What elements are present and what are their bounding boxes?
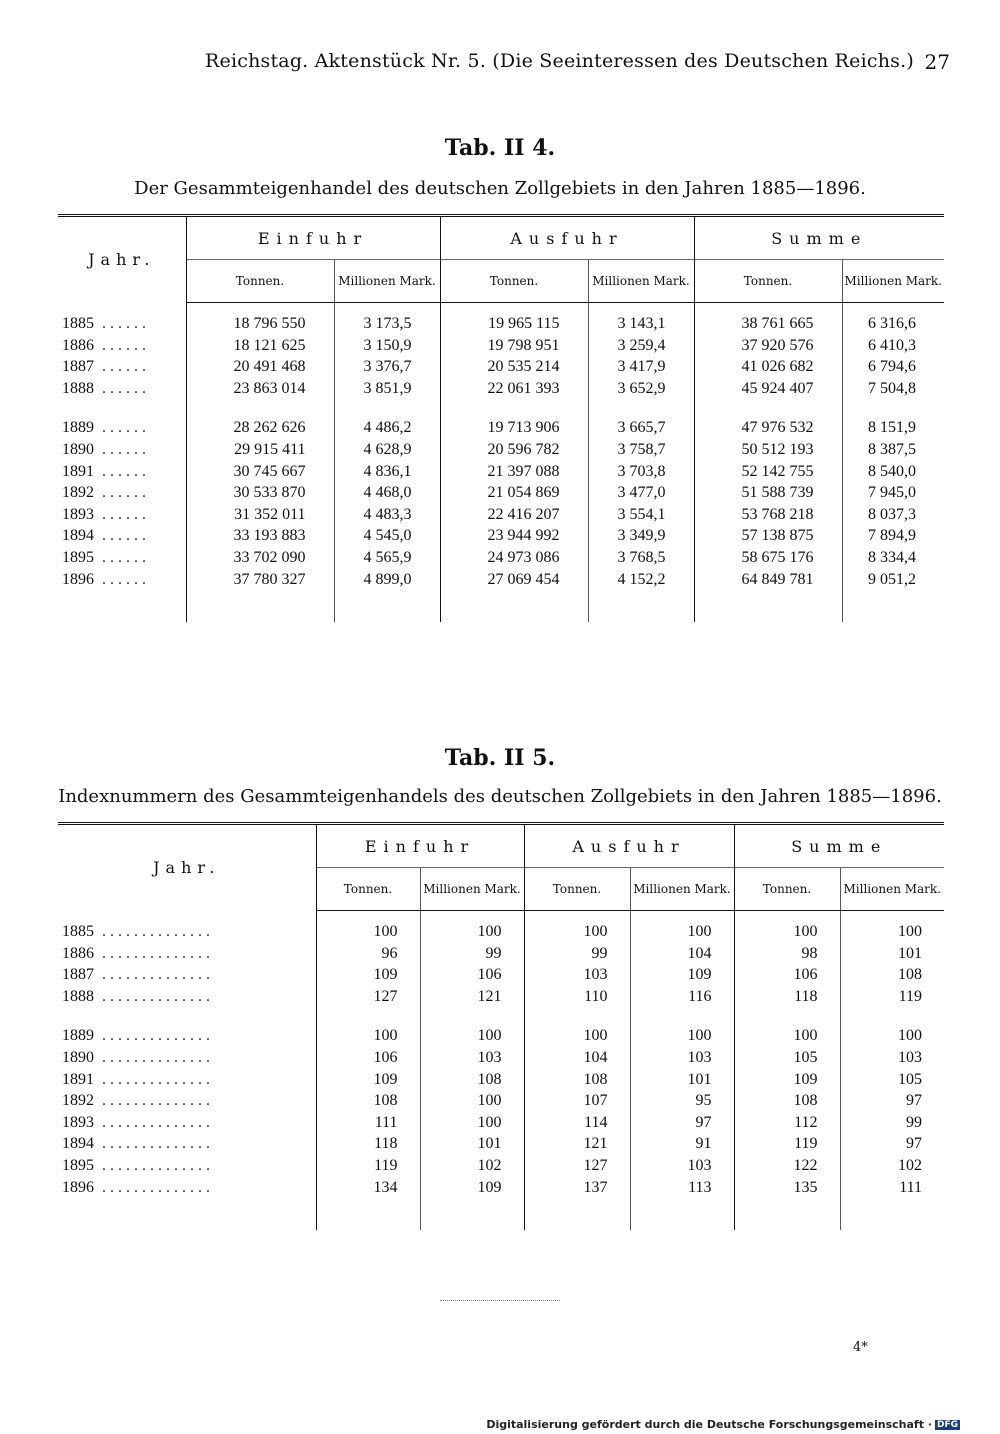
sub-tonnen: Tonnen.: [524, 868, 630, 911]
row-year: 1887: [62, 358, 94, 376]
table-cell: 3 417,9: [588, 356, 694, 378]
row-year: 1885: [62, 923, 94, 940]
table-cell: 58 675 176: [694, 547, 842, 569]
table-cell: 3 758,7: [588, 439, 694, 461]
table-row: [58, 1133, 944, 1155]
table-cell: 109: [420, 1177, 524, 1199]
row-year: 1886: [62, 336, 94, 354]
sub-mark: Millionen Mark.: [420, 868, 524, 911]
table-cell: 8 540,0: [842, 461, 944, 483]
table-cell: 99: [524, 943, 630, 965]
leader-dots: ......: [94, 315, 150, 332]
row-year: 1888: [62, 379, 94, 397]
row-year: 1889: [62, 419, 94, 437]
table-cell: 30 745 667: [186, 461, 334, 483]
sub-tonnen: Tonnen.: [734, 868, 840, 911]
leader-dots: ..............: [94, 1027, 214, 1045]
group-summe: Summe: [734, 824, 944, 868]
table-cell: 18 796 550: [186, 313, 334, 335]
table-cell: 105: [734, 1047, 840, 1069]
table-cell: 19 713 906: [440, 417, 588, 439]
leader-dots: ......: [94, 419, 150, 437]
leader-dots: ......: [94, 484, 150, 502]
table-cell: 100: [734, 1025, 840, 1047]
table-cell: 100: [420, 921, 524, 943]
table-cell: 7 894,9: [842, 525, 944, 547]
leader-dots: ..............: [94, 944, 214, 962]
table-cell: 100: [316, 921, 420, 943]
row-year: 1892: [62, 484, 94, 502]
table-cell: 95: [630, 1090, 734, 1112]
table-cell: 50 512 193: [694, 439, 842, 461]
table-cell: 4 899,0: [334, 569, 440, 591]
table-cell: 3 259,4: [588, 335, 694, 357]
table-cell: 121: [524, 1133, 630, 1155]
table-cell: 108: [524, 1069, 630, 1091]
table-cell: 6 410,3: [842, 335, 944, 357]
table-cell: 100: [420, 1112, 524, 1134]
table-row: [58, 482, 944, 504]
table-row: [58, 1155, 944, 1177]
table-row: [58, 504, 944, 526]
table-cell: 119: [840, 986, 944, 1008]
leader-dots: ......: [94, 527, 150, 545]
table-cell: 52 142 755: [694, 461, 842, 483]
table-cell: 3 665,7: [588, 417, 694, 439]
table-cell: 119: [316, 1155, 420, 1177]
table-row: [58, 378, 944, 400]
row-year: 1889: [62, 1027, 94, 1045]
table-cell: 119: [734, 1133, 840, 1155]
table-cell: 113: [630, 1177, 734, 1199]
sub-tonnen: Tonnen.: [316, 868, 420, 911]
col-jahr: Jahr.: [58, 216, 186, 303]
leader-dots: ..............: [94, 987, 214, 1005]
table-cell: 100: [630, 1025, 734, 1047]
table-cell: 8 334,4: [842, 547, 944, 569]
row-year: 1896: [62, 570, 94, 588]
page-number: 27: [924, 50, 950, 74]
table-cell: 47 976 532: [694, 417, 842, 439]
table-cell: 7 504,8: [842, 378, 944, 400]
table-cell: 4 152,2: [588, 569, 694, 591]
row-year: 1890: [62, 440, 94, 458]
table-cell: 97: [630, 1112, 734, 1134]
table-row: [58, 1112, 944, 1134]
table5-caption: Indexnummern des Gesammteigenhandels des deutschen Zollgebiets in den Jahren 1885—1896.: [58, 786, 942, 807]
table-cell: 8 387,5: [842, 439, 944, 461]
table-cell: 20 491 468: [186, 356, 334, 378]
table4-body: [58, 303, 944, 623]
table-cell: 100: [316, 1025, 420, 1047]
table-cell: 137: [524, 1177, 630, 1199]
table-cell: 118: [316, 1133, 420, 1155]
row-year: 1891: [62, 1070, 94, 1088]
table-row: [58, 439, 944, 461]
table-row: [58, 525, 944, 547]
table-cell: 6 794,6: [842, 356, 944, 378]
table-row: [58, 921, 944, 943]
table-cell: 64 849 781: [694, 569, 842, 591]
table-cell: 100: [840, 921, 944, 943]
table-cell: 38 761 665: [694, 313, 842, 335]
leader-dots: ..............: [94, 1178, 214, 1196]
leader-dots: ......: [94, 505, 150, 523]
table-row: [58, 986, 944, 1008]
table-cell: 106: [734, 964, 840, 986]
leader-dots: ..............: [94, 1135, 214, 1153]
table-cell: 3 143,1: [588, 313, 694, 335]
table-cell: 99: [420, 943, 524, 965]
sub-mark: Millionen Mark.: [588, 260, 694, 303]
table-cell: 6 316,6: [842, 313, 944, 335]
table-cell: 108: [316, 1090, 420, 1112]
table-cell: 3 652,9: [588, 378, 694, 400]
table-row: [58, 461, 944, 483]
table-cell: 33 193 883: [186, 525, 334, 547]
table-row: [58, 964, 944, 986]
leader-dots: ......: [94, 548, 150, 566]
sub-mark: Millionen Mark.: [842, 260, 944, 303]
table-cell: 23 944 992: [440, 525, 588, 547]
table-cell: 91: [630, 1133, 734, 1155]
leader-dots: ......: [94, 570, 150, 588]
table5-body: [58, 911, 944, 1231]
row-year: 1894: [62, 1135, 94, 1153]
table-cell: 4 545,0: [334, 525, 440, 547]
table-cell: 3 150,9: [334, 335, 440, 357]
table-cell: 134: [316, 1177, 420, 1199]
table-cell: 127: [524, 1155, 630, 1177]
row-year: 1888: [62, 987, 94, 1005]
table-cell: 28 262 626: [186, 417, 334, 439]
table-cell: 19 798 951: [440, 335, 588, 357]
table-row: [58, 1025, 944, 1047]
table-cell: 4 565,9: [334, 547, 440, 569]
table-row: [58, 547, 944, 569]
row-year: 1893: [62, 1113, 94, 1131]
table-cell: 100: [630, 921, 734, 943]
table-cell: 111: [316, 1112, 420, 1134]
leader-dots: ......: [94, 440, 150, 458]
table-cell: 106: [420, 964, 524, 986]
leader-dots: ......: [94, 462, 150, 480]
leader-dots: ..............: [94, 1156, 214, 1174]
table-row: [58, 943, 944, 965]
table-cell: 3 349,9: [588, 525, 694, 547]
table-cell: 20 535 214: [440, 356, 588, 378]
leader-dots: ..............: [94, 1113, 214, 1131]
table-cell: 3 851,9: [334, 378, 440, 400]
row-year: 1893: [62, 505, 94, 523]
table-cell: 100: [524, 1025, 630, 1047]
table-cell: 100: [524, 921, 630, 943]
dfg-logo: DFG: [936, 1420, 958, 1430]
table-cell: 102: [420, 1155, 524, 1177]
table-cell: 31 352 011: [186, 504, 334, 526]
sub-tonnen: Tonnen.: [440, 260, 588, 303]
table-cell: 100: [420, 1025, 524, 1047]
row-year: 1890: [62, 1048, 94, 1066]
table-cell: 101: [420, 1133, 524, 1155]
group-ausfuhr: Ausfuhr: [440, 216, 694, 260]
table-cell: 109: [316, 1069, 420, 1091]
leader-dots: ..............: [94, 1070, 214, 1088]
running-header: [60, 50, 950, 80]
table-cell: 3 554,1: [588, 504, 694, 526]
table-cell: 41 026 682: [694, 356, 842, 378]
table4-label: Tab. II 4.: [444, 135, 556, 161]
table-row: [58, 1090, 944, 1112]
table-cell: 101: [630, 1069, 734, 1091]
group-einfuhr: Einfuhr: [186, 216, 440, 260]
table-cell: 3 768,5: [588, 547, 694, 569]
table-cell: 109: [630, 964, 734, 986]
table-cell: 57 138 875: [694, 525, 842, 547]
leader-dots: ..............: [94, 1048, 214, 1066]
table-cell: 121: [420, 986, 524, 1008]
table4: [58, 214, 944, 622]
table-cell: 135: [734, 1177, 840, 1199]
sub-mark: Millionen Mark.: [334, 260, 440, 303]
row-year: 1895: [62, 548, 94, 566]
table-cell: 20 596 782: [440, 439, 588, 461]
leader-dots: ..............: [94, 966, 214, 984]
table-row: [58, 569, 944, 591]
table-cell: 110: [524, 986, 630, 1008]
table-cell: 21 054 869: [440, 482, 588, 504]
table-cell: 3 376,7: [334, 356, 440, 378]
table-cell: 3 477,0: [588, 482, 694, 504]
table-cell: 18 121 625: [186, 335, 334, 357]
table-cell: 108: [734, 1090, 840, 1112]
table-cell: 104: [524, 1047, 630, 1069]
table5: [58, 822, 944, 1230]
table-cell: 19 965 115: [440, 313, 588, 335]
table-cell: 103: [840, 1047, 944, 1069]
table-cell: 105: [840, 1069, 944, 1091]
table-cell: 8 037,3: [842, 504, 944, 526]
footer-note: [486, 1418, 960, 1431]
sub-tonnen: Tonnen.: [186, 260, 334, 303]
table-cell: 4 836,1: [334, 461, 440, 483]
table-cell: 4 483,3: [334, 504, 440, 526]
group-ausfuhr: Ausfuhr: [524, 824, 734, 868]
row-year: 1887: [62, 966, 94, 984]
leader-dots: ......: [94, 358, 150, 376]
table-cell: 102: [840, 1155, 944, 1177]
col-jahr: Jahr.: [58, 824, 316, 911]
table-row: [58, 313, 944, 335]
table-cell: 108: [840, 964, 944, 986]
table-cell: 24 973 086: [440, 547, 588, 569]
table-cell: 100: [840, 1025, 944, 1047]
table-cell: 106: [316, 1047, 420, 1069]
table-cell: 8 151,9: [842, 417, 944, 439]
table-cell: 97: [840, 1133, 944, 1155]
table-row: [58, 1047, 944, 1069]
table-cell: 7 945,0: [842, 482, 944, 504]
table-cell: 23 863 014: [186, 378, 334, 400]
sheet-mark: 4*: [853, 1340, 868, 1355]
table-cell: 112: [734, 1112, 840, 1134]
table-cell: 98: [734, 943, 840, 965]
table-cell: 30 533 870: [186, 482, 334, 504]
row-year: 1895: [62, 1156, 94, 1174]
table-cell: 51 588 739: [694, 482, 842, 504]
table-cell: 109: [316, 964, 420, 986]
table-row: [58, 417, 944, 439]
table-cell: 4 486,2: [334, 417, 440, 439]
table-cell: 4 468,0: [334, 482, 440, 504]
leader-dots: ......: [94, 379, 150, 397]
table4-caption: Der Gesammteigenhandel des deutschen Zollgebiets in den Jahren 1885—1896.: [134, 178, 866, 199]
table-cell: 101: [840, 943, 944, 965]
table-cell: 29 915 411: [186, 439, 334, 461]
table-cell: 53 768 218: [694, 504, 842, 526]
table-row: [58, 356, 944, 378]
table-cell: 33 702 090: [186, 547, 334, 569]
table-cell: 109: [734, 1069, 840, 1091]
table-cell: 27 069 454: [440, 569, 588, 591]
table-cell: 111: [840, 1177, 944, 1199]
row-year: 1891: [62, 462, 94, 480]
sub-tonnen: Tonnen.: [694, 260, 842, 303]
table-cell: 4 628,9: [334, 439, 440, 461]
table-cell: 103: [524, 964, 630, 986]
table-cell: 22 061 393: [440, 378, 588, 400]
table-cell: 3 173,5: [334, 313, 440, 335]
table-cell: 114: [524, 1112, 630, 1134]
table-cell: 100: [420, 1090, 524, 1112]
table-cell: 104: [630, 943, 734, 965]
row-year: 1894: [62, 527, 94, 545]
table-cell: 122: [734, 1155, 840, 1177]
table-row: [58, 335, 944, 357]
table-cell: 103: [630, 1047, 734, 1069]
table-cell: 21 397 088: [440, 461, 588, 483]
row-year: 1886: [62, 944, 94, 962]
table-cell: 22 416 207: [440, 504, 588, 526]
table-cell: 37 920 576: [694, 335, 842, 357]
table-cell: 103: [420, 1047, 524, 1069]
row-year: 1896: [62, 1178, 94, 1196]
table-cell: 37 780 327: [186, 569, 334, 591]
group-summe: Summe: [694, 216, 944, 260]
table-cell: 3 703,8: [588, 461, 694, 483]
table-cell: 108: [420, 1069, 524, 1091]
table-cell: 9 051,2: [842, 569, 944, 591]
table-cell: 100: [734, 921, 840, 943]
table-cell: 127: [316, 986, 420, 1008]
table5-label: Tab. II 5.: [444, 745, 556, 771]
sub-mark: Millionen Mark.: [630, 868, 734, 911]
table-cell: 107: [524, 1090, 630, 1112]
leader-dots: ......: [94, 336, 150, 354]
table-cell: 103: [630, 1155, 734, 1177]
table-cell: 118: [734, 986, 840, 1008]
header-title: Reichstag. Aktenstück Nr. 5. (Die Seeinteressen des Deutschen Reichs.): [205, 50, 914, 72]
closing-rule: [440, 1300, 560, 1301]
leader-dots: ..............: [94, 923, 214, 940]
table-cell: 116: [630, 986, 734, 1008]
sub-mark: Millionen Mark.: [840, 868, 944, 911]
table-cell: 99: [840, 1112, 944, 1134]
row-year: 1892: [62, 1092, 94, 1110]
leader-dots: ..............: [94, 1092, 214, 1110]
table-cell: 96: [316, 943, 420, 965]
group-einfuhr: Einfuhr: [316, 824, 524, 868]
table-row: [58, 1069, 944, 1091]
table-cell: 45 924 407: [694, 378, 842, 400]
row-year: 1885: [62, 315, 94, 332]
table-row: [58, 1177, 944, 1199]
table-cell: 97: [840, 1090, 944, 1112]
footer-text: Digitalisierung gefördert durch die Deutsche Forschungsgemeinschaft ·: [486, 1418, 932, 1431]
